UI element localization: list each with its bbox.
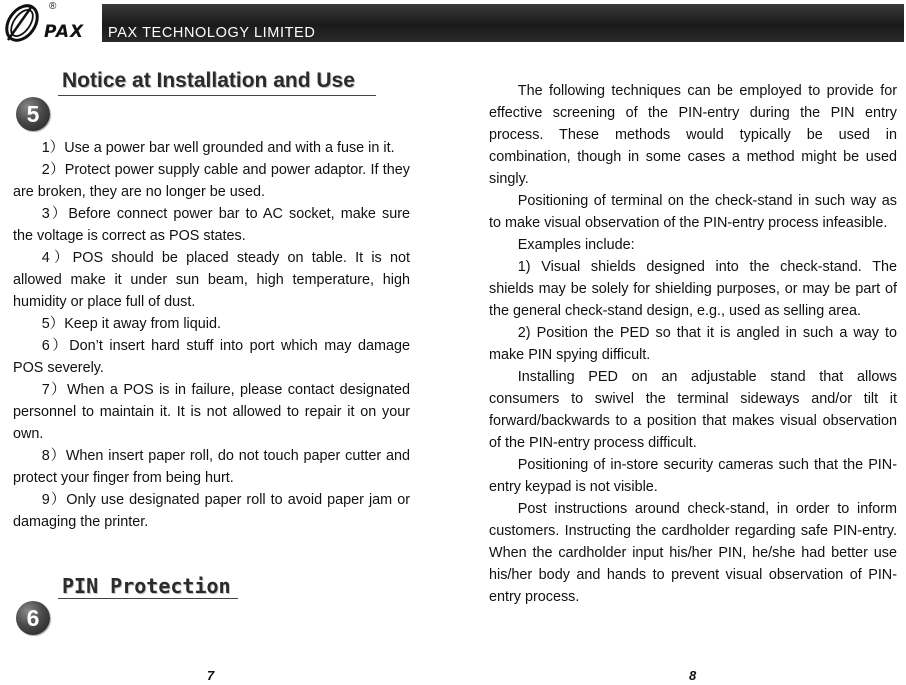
notice-item-2: 2）Protect power supply cable and power adaptor. If they are broken, they are no longer be used. (13, 162, 410, 200)
right-column (489, 80, 897, 608)
pax-swirl-icon (2, 2, 46, 44)
section-6-underline (58, 598, 238, 599)
notice-item-7: 7）When a POS is in failure, please contact designated personnel to maintain it. It is not allowed to repair it on your own. (13, 382, 410, 442)
section-5-badge: 5 (16, 97, 50, 131)
notice-item-3: 3）Before connect power bar to AC socket, make sure the voltage is correct as POS states. (13, 206, 410, 244)
page-number-right: 8 (689, 668, 697, 683)
brand-name: PAX (44, 22, 85, 42)
company-title: PAX TECHNOLOGY LIMITED (108, 25, 316, 41)
pin-paragraph-7: Positioning of in-store security cameras such that the PIN-entry keypad is not visible. (489, 457, 897, 495)
pin-paragraph-4: 1) Visual shields designed into the check-stand. The shields may be solely for shielding purposes, or may be part of the general check-stand design, e.g., used as selling area. (489, 259, 897, 319)
notice-item-8: 8）When insert paper roll, do not touch paper cutter and protect your finger from being hurt. (13, 448, 410, 486)
notice-item-4: 4）POS should be placed steady on table. It is not allowed make it under sun beam, high temperature, high humidity or place full of dust. (13, 250, 410, 310)
section-5-underline (58, 95, 376, 96)
pin-paragraph-1: The following techniques can be employed to provide for effective screening of the PIN-entry during the PIN entry process. These methods would typically be used in combination, though in some cases a method might be used singly. (489, 83, 897, 187)
pin-paragraph-3: Examples include: (517, 237, 635, 253)
section-5-title: Notice at Installation and Use (62, 69, 355, 92)
pax-logo (2, 2, 98, 44)
notice-item-9: 9）Only use designated paper roll to avoid paper jam or damaging the printer. (13, 492, 410, 530)
header-bar (102, 4, 904, 42)
section-6-title: PIN Protection (62, 574, 231, 598)
registered-mark: ® (49, 1, 57, 12)
page-number-left: 7 (207, 668, 215, 683)
pin-paragraph-2: Positioning of terminal on the check-stand in such way as to make visual observation of the PIN-entry process infeasible. (489, 193, 897, 231)
pin-paragraph-6: Installing PED on an adjustable stand that allows consumers to swivel the terminal sideways and/or tilt it forward/backwards to a position that makes visual observation of the PIN-entry process difficult. (489, 369, 897, 451)
pin-paragraph-8: Post instructions around check-stand, in order to inform customers. Instructing the cardholder regarding safe PIN-entry. When the cardholder input his/her PIN, he/she had better use his/her body and hands to prevent visual observation of PIN-entry process. (489, 501, 897, 605)
pin-paragraph-5: 2) Position the PED so that it is angled in such a way to make PIN spying difficult. (489, 325, 897, 363)
section-6-badge: 6 (16, 601, 50, 635)
notice-item-6: 6）Don’t insert hard stuff into port which may damage POS severely. (13, 338, 410, 376)
notice-item-5: 5）Keep it away from liquid. (41, 316, 221, 332)
notice-item-1: 1）Use a power bar well grounded and with a fuse in it. (41, 140, 395, 156)
left-column (13, 137, 410, 533)
